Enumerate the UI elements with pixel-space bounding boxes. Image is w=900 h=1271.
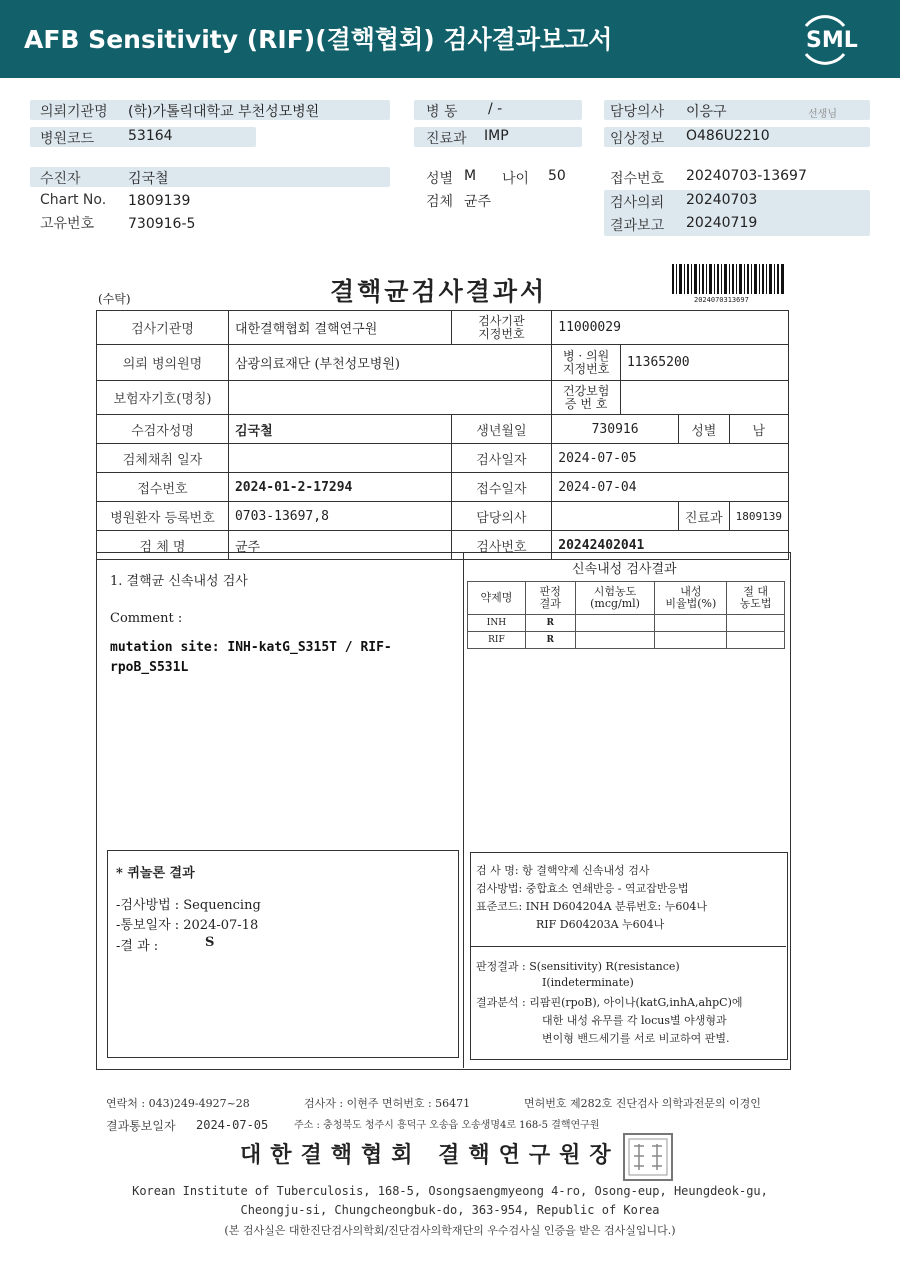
rapid-col-header: 약제명 [468,582,526,615]
reg-no-label: 병원환자 등록번호 [97,502,229,531]
footer-notify-date: 2024-07-05 [196,1118,269,1132]
receipt-date-label: 접수일자 [451,473,552,502]
method-line-5: 판정결과 : S(sensitivity) R(resistance) [476,960,680,973]
method-line-1: 검 사 명: 항 결핵약제 신속내성 검사 [476,864,650,877]
institution-label: 의뢰기관명 [40,104,108,120]
test-date-label: 검사일자 [451,444,552,473]
document-subtag: (수탁) [98,292,131,306]
sex-value: M [464,168,477,184]
physician-value [552,502,679,531]
mutation-line-2: rpoB_S531L [110,660,189,675]
rapid-heading: 신속내성 검사결과 [572,562,677,577]
insurer-label: 보험자기호(명칭) [97,381,229,415]
sex-label-cell: 성별 [678,415,729,444]
health-label: 건강보험 증 번 호 [552,381,621,415]
receipt-no-label: 접수번호 [97,473,229,502]
footer-tester: 검사자 : 이현주 면허번호 : 56471 [304,1097,471,1110]
method-line-8: 대한 내성 유무를 각 locus별 야생형과 [542,1014,727,1027]
sml-logo-text: SML [806,28,858,53]
institute-name: 대한결핵협회 결핵연구원장 [240,1142,620,1168]
age-label: 나이 [502,171,530,187]
health-value [620,381,788,415]
left-section-heading: 1. 결핵균 신속내성 검사 [110,574,248,589]
lab-label: 검사기관명 [97,311,229,345]
comment-label: Comment : [110,611,183,626]
chart-value: 1809139 [128,193,191,209]
footer-english-1: Korean Institute of Tuberculosis, 168-5, Osongsaengmyeong 4-ro, Osong-eup, Heungdeok-gu, [132,1184,768,1198]
patient-label: 수진자 [40,171,81,187]
empty-cell [575,615,655,632]
specimen-value: 균주 [464,194,492,210]
age-value: 50 [548,168,566,184]
drug-name-cell: INH [468,615,526,632]
table-header-row [468,582,785,615]
chart-label: Chart No. [40,192,107,208]
table-row [97,311,789,345]
quinolone-result-label: -결 과 : [116,939,159,954]
empty-cell [575,632,655,649]
table-row [97,415,789,444]
empty-cell [655,632,727,649]
lab-id-label: 검사기관 지정번호 [451,311,552,345]
table-row [97,502,789,531]
report-label: 결과보고 [610,218,665,234]
clinical-value: O486U2210 [686,128,770,144]
dept-value: IMP [484,128,509,144]
lab-value: 대한결핵협회 결핵연구원 [228,311,451,345]
footer-certification: (본 검사실은 대한진단검사의학회/진단검사의학재단의 우수검사실 인증을 받은 검사실입니다.) [224,1224,676,1237]
unique-value: 730916-5 [128,216,196,232]
ward-label: 병 동 [426,104,458,120]
quinolone-notify: -통보일자 : 2024-07-18 [116,918,259,933]
sex-label: 성별 [426,171,454,187]
doc-dept-label: 진료과 [678,502,729,531]
institution-value: (학)가톨릭대학교 부천성모병원 [128,104,320,120]
doctor-value: 이응구 [686,104,727,120]
empty-cell [655,615,727,632]
rapid-col-header: 시험농도 (mcg/ml) [575,582,655,615]
official-seal-icon [622,1132,674,1182]
quinolone-method: -검사방법 : Sequencing [116,898,261,913]
result-divider [463,552,464,1068]
hospital-code-label: 병원코드 [40,131,95,147]
receipt-label: 접수번호 [610,171,665,187]
doc-specimen-label: 검 체 명 [97,531,229,560]
report-title: AFB Sensitivity (RIF)(결핵협회) 검사결과보고서 [24,25,613,54]
req-hosp-value: 삼광의료재단 (부천성모병원) [228,345,551,381]
reg-no-value: 0703-13697,8 [228,502,451,531]
req-hosp-label: 의뢰 병의원명 [97,345,229,381]
method-line-2: 검사방법: 중합효소 연쇄반응 - 역교잡반응법 [476,882,689,895]
rapid-result-table [467,581,785,649]
quinolone-box [107,850,459,1058]
barcode-number: 2024070313697 [694,296,749,304]
table-row [97,381,789,415]
name-value: 김국철 [228,415,451,444]
rapid-col-header: 내성 비율법(%) [655,582,727,615]
barcode-icon [672,264,784,294]
document-title: 결핵균검사결과서 [330,277,548,306]
quinolone-heading: * 퀴놀론 결과 [116,866,195,881]
empty-cell [727,632,785,649]
hosp-id-label: 병 · 의원 지정번호 [552,345,621,381]
footer-license: 면허번호 제282호 진단검사 의학과전문의 이경인 [524,1097,761,1110]
test-no-label: 검사번호 [451,531,552,560]
receipt-no-value: 2024-01-2-17294 [228,473,451,502]
collect-value [228,444,451,473]
request-value: 20240703 [686,192,758,208]
hosp-id-value: 11365200 [620,345,788,381]
footer-english-2: Cheongju-si, Chungcheongbuk-do, 363-954, Republic of Korea [240,1203,660,1217]
test-no-value: 20242402041 [552,531,789,560]
receipt-date-value: 2024-07-04 [552,473,789,502]
doc-specimen-value: 균주 [228,531,451,560]
empty-cell [727,615,785,632]
insurer-value [228,381,551,415]
receipt-value: 20240703-13697 [686,168,807,184]
footer-notify-label: 결과통보일자 [106,1119,176,1133]
report-value: 20240719 [686,215,758,231]
method-line-9: 변이형 밴드세기를 서로 비교하여 판별. [542,1032,730,1045]
specimen-label: 검체 [426,194,454,210]
lab-id-value: 11000029 [552,311,789,345]
collect-label: 검체채취 일자 [97,444,229,473]
drug-name-cell: RIF [468,632,526,649]
test-date-value: 2024-07-05 [552,444,789,473]
rapid-col-header: 절 대 농도법 [727,582,785,615]
table-row [97,473,789,502]
method-info-divider [470,946,786,947]
footer-contact: 연락처 : 043)249-4927~28 [106,1097,250,1110]
method-line-3: 표준코드: INH D604204A 분류번호: 누604나 [476,900,707,913]
method-line-7: 결과분석 : 리팜핀(rpoB), 아이나(katG,inhA,ahpC)에 [476,996,743,1009]
table-row [97,345,789,381]
table-row [468,632,785,649]
name-label: 수검자성명 [97,415,229,444]
method-line-6: I(indeterminate) [542,976,634,989]
ward-value: / - [488,101,503,117]
hospital-code-value: 53164 [128,128,173,144]
doctor-label: 담당의사 [610,104,665,120]
drug-result-cell: R [525,615,575,632]
doc-dept-value: 1809139 [729,502,788,531]
table-row [97,444,789,473]
general-info-table [96,310,789,560]
mutation-line-1: mutation site: INH-katG_S315T / RIF- [110,640,392,655]
dept-label: 진료과 [426,131,467,147]
quinolone-result-value: S [205,935,215,950]
request-label: 검사의뢰 [610,195,665,211]
doctor-suffix: 선생님 [808,109,837,120]
drug-result-cell: R [525,632,575,649]
pill-patient [30,167,390,187]
physician-label: 담당의사 [451,502,552,531]
patient-value: 김국철 [128,171,169,187]
dob-label: 생년월일 [451,415,552,444]
sex-value-cell: 남 [729,415,788,444]
unique-label: 고유번호 [40,216,95,232]
clinical-label: 임상정보 [610,131,665,147]
rapid-col-header: 판정 결과 [525,582,575,615]
dob-value: 730916 [552,415,679,444]
table-row [468,615,785,632]
footer-address: 주소 : 충청북도 청주시 흥덕구 오송읍 오송생명4로 168-5 결핵연구원 [294,1120,600,1131]
method-line-4: RIF D604203A 누604나 [536,918,665,931]
